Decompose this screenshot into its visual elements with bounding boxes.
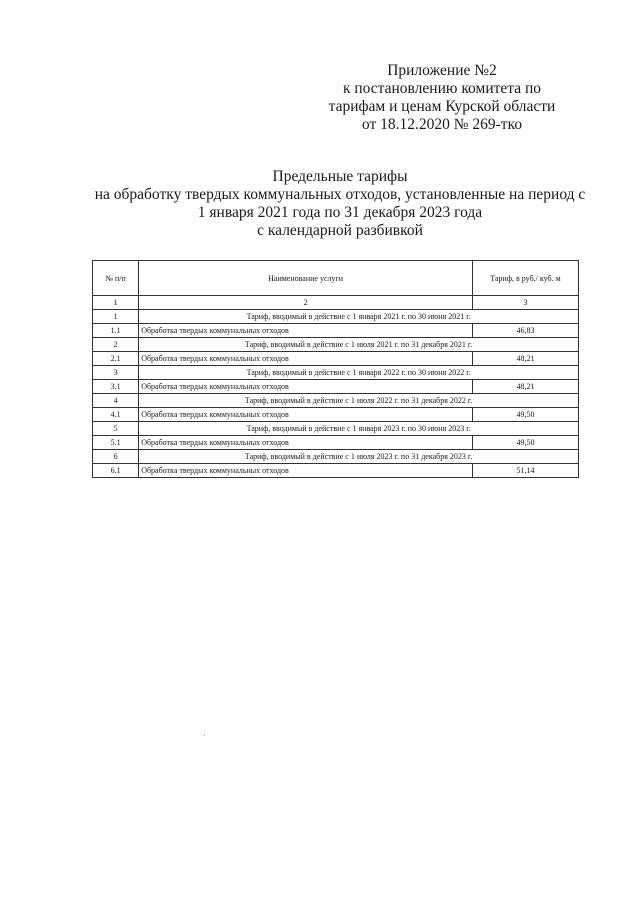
header-service-name: Наименование услуги bbox=[139, 261, 473, 296]
table-row bbox=[93, 366, 579, 380]
service-name: Обработка твердых коммунальных отходов bbox=[139, 352, 473, 366]
table-row bbox=[93, 436, 579, 450]
row-num: 4.1 bbox=[93, 408, 139, 422]
row-num: 5 bbox=[93, 422, 139, 436]
title-line-1: Предельные тарифы bbox=[272, 168, 408, 185]
row-num: 2 bbox=[93, 338, 139, 352]
index-cell-2: 2 bbox=[139, 296, 473, 310]
row-num: 1.1 bbox=[93, 324, 139, 338]
service-name: Обработка твердых коммунальных отходов bbox=[139, 436, 473, 450]
appendix-header bbox=[322, 62, 562, 134]
row-num: 3 bbox=[93, 366, 139, 380]
document-title bbox=[60, 168, 620, 240]
index-cell-1: 1 bbox=[93, 296, 139, 310]
table-row bbox=[93, 380, 579, 394]
table-row bbox=[93, 422, 579, 436]
tariff-value: 48,21 bbox=[472, 352, 578, 366]
title-line-2: на обработку твердых коммунальных отходов, установленные на период с bbox=[94, 186, 586, 203]
tariff-value: 49,50 bbox=[472, 436, 578, 450]
table-row bbox=[93, 450, 579, 464]
title-line-4: с календарной разбивкой bbox=[257, 222, 423, 239]
row-num: 6.1 bbox=[93, 464, 139, 478]
table-header-row bbox=[93, 261, 579, 296]
tariff-value: 49,50 bbox=[472, 408, 578, 422]
table-index-row bbox=[93, 296, 579, 310]
period-text: Тариф, вводимый в действие с 1 января 2021 г. по 30 июня 2021 г. bbox=[139, 310, 579, 324]
row-num: 5.1 bbox=[93, 436, 139, 450]
service-name: Обработка твердых коммунальных отходов bbox=[139, 408, 473, 422]
appendix-line-1: Приложение №2 bbox=[387, 62, 497, 79]
period-text: Тариф, вводимый в действие с 1 июля 2021 г. по 31 декабря 2021 г. bbox=[139, 338, 579, 352]
title-line-3: 1 января 2021 года по 31 декабря 2023 года bbox=[197, 204, 483, 221]
appendix-line-3: тарифам и ценам Курской области bbox=[328, 98, 556, 115]
table-row bbox=[93, 324, 579, 338]
row-num: 1 bbox=[93, 310, 139, 324]
tariff-value: 46,83 bbox=[472, 324, 578, 338]
header-num: № п/п bbox=[93, 261, 139, 296]
appendix-line-2: к постановлению комитета по bbox=[342, 80, 542, 97]
service-name: Обработка твердых коммунальных отходов bbox=[139, 380, 473, 394]
row-num: 4 bbox=[93, 394, 139, 408]
table-row bbox=[93, 310, 579, 324]
table-row bbox=[93, 464, 579, 478]
row-num: 6 bbox=[93, 450, 139, 464]
header-tariff: Тариф, в руб./ куб. м bbox=[472, 261, 578, 296]
tariff-value: 48,21 bbox=[472, 380, 578, 394]
service-name: Обработка твердых коммунальных отходов bbox=[139, 464, 473, 478]
tariff-value: 51,14 bbox=[472, 464, 578, 478]
tariffs-table bbox=[92, 260, 579, 478]
period-text: Тариф, вводимый в действие с 1 января 2023 г. по 30 июня 2023 г. bbox=[139, 422, 579, 436]
row-num: 3.1 bbox=[93, 380, 139, 394]
period-text: Тариф, вводимый в действие с 1 июля 2022 г. по 31 декабря 2022 г. bbox=[139, 394, 579, 408]
service-name: Обработка твердых коммунальных отходов bbox=[139, 324, 473, 338]
index-cell-3: 3 bbox=[472, 296, 578, 310]
table-row bbox=[93, 338, 579, 352]
row-num: 2.1 bbox=[93, 352, 139, 366]
table-row bbox=[93, 394, 579, 408]
table-row bbox=[93, 352, 579, 366]
period-text: Тариф, вводимый в действие с 1 июля 2023 г. по 31 декабря 2023 г. bbox=[139, 450, 579, 464]
table-row bbox=[93, 408, 579, 422]
scan-speck bbox=[204, 735, 205, 736]
period-text: Тариф, вводимый в действие с 1 января 2022 г. по 30 июня 2022 г. bbox=[139, 366, 579, 380]
appendix-line-4: от 18.12.2020 № 269-тко bbox=[361, 116, 523, 133]
